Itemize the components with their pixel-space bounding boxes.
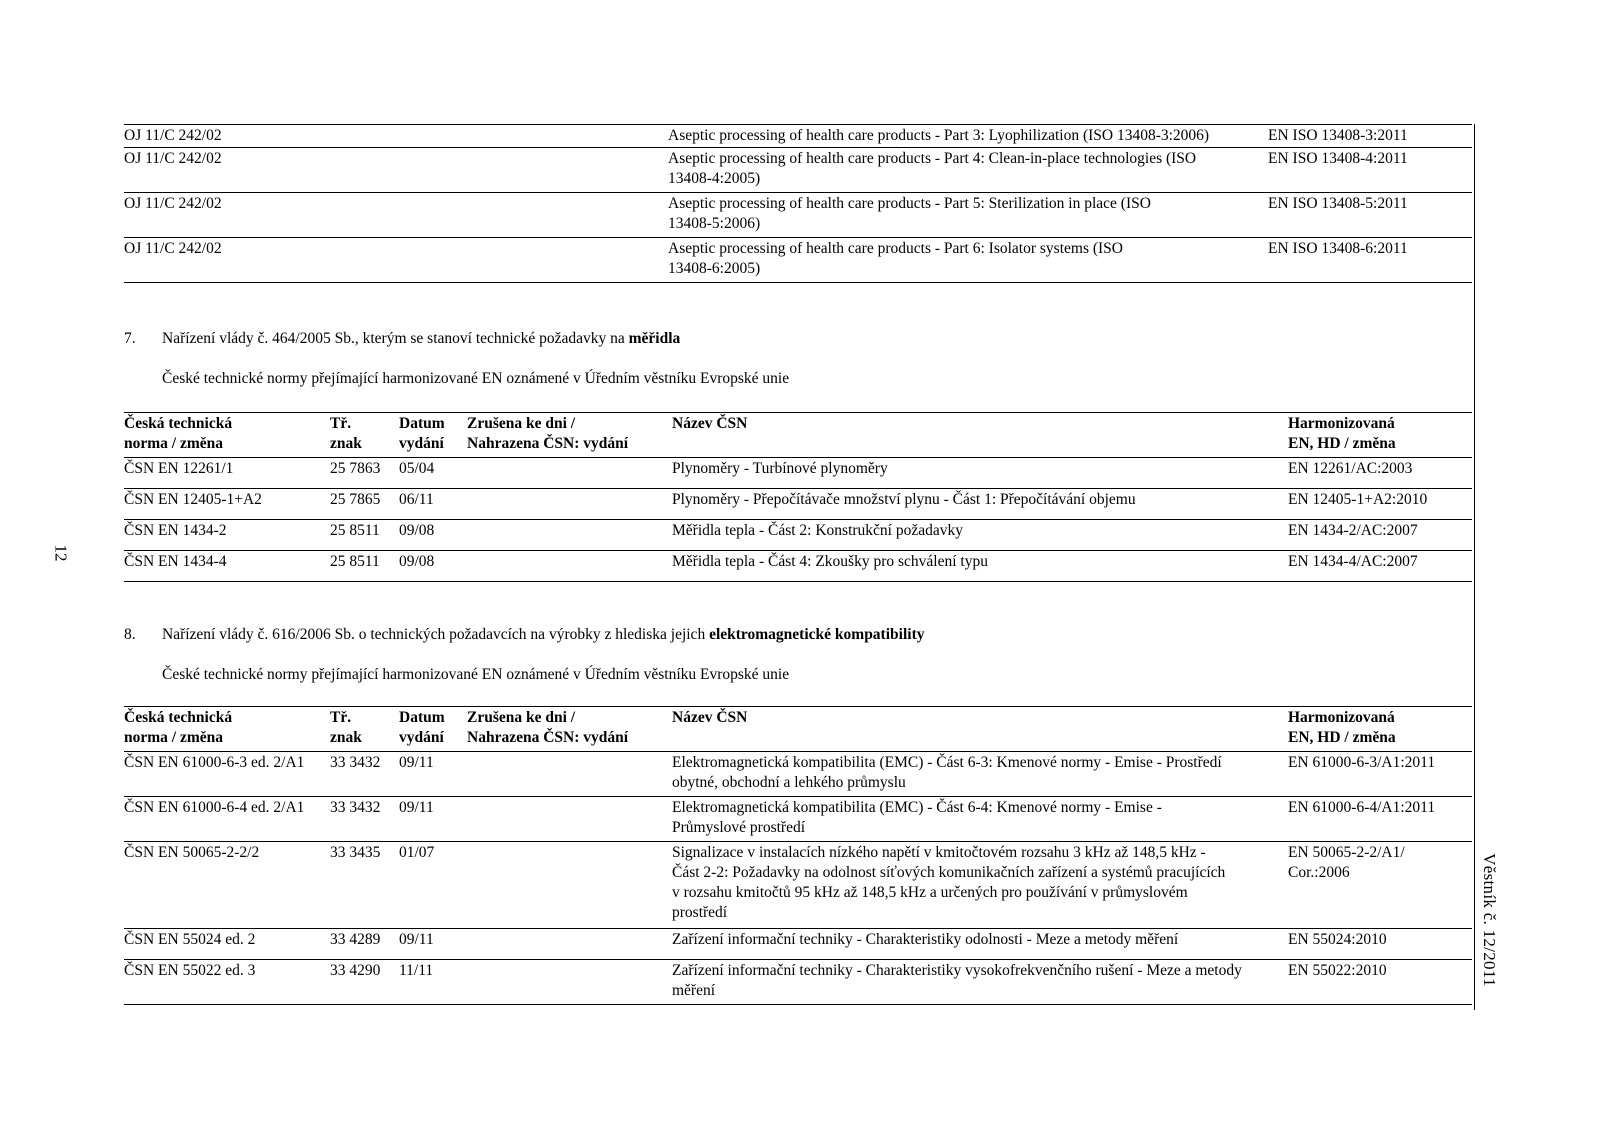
class-code: 25 7865 xyxy=(330,491,381,508)
csn-name: Měřidla tepla - Část 4: Zkoušky pro schválení typu xyxy=(672,553,988,570)
csn-code: ČSN EN 12405-1+A2 xyxy=(124,491,262,508)
withdrawn xyxy=(467,960,672,1005)
section-heading-text: Nařízení vlády č. 464/2005 Sb., kterým se stanoví technické požadavky na xyxy=(162,330,625,347)
harmonized-en: EN 55024:2010 xyxy=(1288,931,1387,948)
class-code: 33 3432 xyxy=(330,754,381,771)
withdrawn xyxy=(467,752,672,797)
harmonized-en: EN 12405-1+A2:2010 xyxy=(1288,491,1428,508)
harmonized-en: EN 1434-2/AC:2007 xyxy=(1288,522,1418,539)
csn-name: Zařízení informační techniky - Charakteristiky odolnosti - Meze a metody měření xyxy=(672,931,1179,948)
page-number: 12 xyxy=(51,544,71,562)
table-row xyxy=(124,148,1472,193)
issue-date: 05/04 xyxy=(399,460,435,477)
header-csn: Česká technická norma / změna xyxy=(124,415,233,452)
header-date: Datum vydání xyxy=(399,415,445,452)
section-8-heading xyxy=(124,625,924,645)
table-row xyxy=(124,842,1472,929)
table-row xyxy=(124,489,1472,520)
issue-date: 09/08 xyxy=(399,553,435,570)
csn-name: Elektromagnetická kompatibilita (EMC) - Část 6-4: Kmenové normy - Emise - Průmyslové prostředí xyxy=(672,799,1162,836)
en-reference: EN ISO 13408-4:2011 xyxy=(1268,150,1408,167)
harmonized-en: EN 50065-2-2/A1/ Cor.:2006 xyxy=(1288,844,1405,881)
class-code: 25 7863 xyxy=(330,460,381,477)
table-row xyxy=(124,551,1472,582)
harmonized-en: EN 61000-6-4/A1:2011 xyxy=(1288,799,1436,816)
class-code: 33 4289 xyxy=(330,931,381,948)
csn-name: Plynoměry - Turbínové plynoměry xyxy=(672,460,888,477)
csn-name: Plynoměry - Přepočítávače množství plynu - Část 1: Přepočítávání objemu xyxy=(672,491,1136,508)
oj-reference: OJ 11/C 242/02 xyxy=(124,195,222,212)
harmonized-en: EN 1434-4/AC:2007 xyxy=(1288,553,1418,570)
section-7-heading xyxy=(124,329,680,349)
header-name: Název ČSN xyxy=(672,709,748,726)
header-withdrawn: Zrušena ke dni / Nahrazena ČSN: vydání xyxy=(467,709,629,746)
issue-date: 09/08 xyxy=(399,522,435,539)
section-heading-bold: měřidla xyxy=(628,330,681,347)
en-reference: EN ISO 13408-5:2011 xyxy=(1268,195,1408,212)
issue-date: 11/11 xyxy=(399,962,434,979)
section-heading-bold: elektromagnetické kompatibility xyxy=(709,626,925,643)
table-row xyxy=(124,193,1472,238)
issue-date: 01/07 xyxy=(399,844,435,861)
table-header-row xyxy=(124,707,1472,752)
withdrawn xyxy=(467,797,672,842)
class-code: 33 3432 xyxy=(330,799,381,816)
oj-reference: OJ 11/C 242/02 xyxy=(124,127,222,144)
withdrawn xyxy=(467,458,672,489)
header-class: Tř. znak xyxy=(330,415,362,452)
header-date: Datum vydání xyxy=(399,709,445,746)
oj-reference: OJ 11/C 242/02 xyxy=(124,240,222,257)
table-row xyxy=(124,238,1472,283)
withdrawn xyxy=(467,520,672,551)
withdrawn xyxy=(467,489,672,520)
section-8-subheading: České technické normy přejímající harmonizované EN oznámené v Úředním věstníku Evropské unie xyxy=(162,666,790,683)
issue-date: 09/11 xyxy=(399,931,434,948)
harmonized-en: EN 61000-6-3/A1:2011 xyxy=(1288,754,1436,771)
header-harmonized: Harmonizovaná EN, HD / změna xyxy=(1288,709,1396,746)
withdrawn xyxy=(467,929,672,960)
table-row xyxy=(124,520,1472,551)
side-rule xyxy=(1474,124,1475,1010)
issue-date: 09/11 xyxy=(399,799,434,816)
issue-date: 09/11 xyxy=(399,754,434,771)
csn-code: ČSN EN 55022 ed. 3 xyxy=(124,962,256,979)
csn-name: Měřidla tepla - Část 2: Konstrukční požadavky xyxy=(672,522,963,539)
header-withdrawn: Zrušena ke dni / Nahrazena ČSN: vydání xyxy=(467,415,629,452)
csn-code: ČSN EN 12261/1 xyxy=(124,460,234,477)
standard-title: Aseptic processing of health care products - Part 3: Lyophilization (ISO 13408-3:2006) xyxy=(668,127,1210,144)
journal-issue-title: Věstník č. 12/2011 xyxy=(1480,853,1499,987)
table-row xyxy=(124,929,1472,960)
section-7-table xyxy=(124,412,1472,582)
csn-name: Zařízení informační techniky - Charakteristiky vysokofrekvenčního rušení - Meze a metody měření xyxy=(672,962,1242,999)
class-code: 33 4290 xyxy=(330,962,381,979)
table-row xyxy=(124,960,1472,1005)
csn-code: ČSN EN 50065-2-2/2 xyxy=(124,844,260,861)
standard-title: Aseptic processing of health care products - Part 4: Clean-in-place technologies (ISO 13408-4:2005) xyxy=(668,150,1197,187)
header-csn: Česká technická norma / změna xyxy=(124,709,233,746)
table-row xyxy=(124,797,1472,842)
csn-code: ČSN EN 61000-6-3 ed. 2/A1 xyxy=(124,754,305,771)
standard-title: Aseptic processing of health care products - Part 5: Sterilization in place (ISO 13408-5:2006) xyxy=(668,195,1151,232)
oj-standards-table xyxy=(124,124,1472,283)
header-harmonized: Harmonizovaná EN, HD / změna xyxy=(1288,415,1396,452)
csn-name: Elektromagnetická kompatibilita (EMC) - Část 6-3: Kmenové normy - Emise - Prostředí obytné, obchodní a lehkého průmyslu xyxy=(672,754,1222,791)
oj-reference: OJ 11/C 242/02 xyxy=(124,150,222,167)
csn-code: ČSN EN 1434-4 xyxy=(124,553,227,570)
en-reference: EN ISO 13408-6:2011 xyxy=(1268,240,1408,257)
section-8-table xyxy=(124,706,1472,1005)
table-header-row xyxy=(124,413,1472,458)
csn-code: ČSN EN 61000-6-4 ed. 2/A1 xyxy=(124,799,305,816)
en-reference: EN ISO 13408-3:2011 xyxy=(1268,127,1408,144)
harmonized-en: EN 12261/AC:2003 xyxy=(1288,460,1413,477)
withdrawn xyxy=(467,551,672,582)
table-row xyxy=(124,752,1472,797)
csn-code: ČSN EN 1434-2 xyxy=(124,522,227,539)
harmonized-en: EN 55022:2010 xyxy=(1288,962,1387,979)
header-name: Název ČSN xyxy=(672,415,748,432)
section-7-subheading: České technické normy přejímající harmonizované EN oznámené v Úředním věstníku Evropské unie xyxy=(162,370,790,387)
standard-title: Aseptic processing of health care products - Part 6: Isolator systems (ISO 13408-6:2005) xyxy=(668,240,1123,277)
section-number: 7. xyxy=(124,330,136,347)
csn-code: ČSN EN 55024 ed. 2 xyxy=(124,931,256,948)
withdrawn xyxy=(467,842,672,929)
class-code: 25 8511 xyxy=(330,553,380,570)
csn-name: Signalizace v instalacích nízkého napětí v kmitočtovém rozsahu 3 kHz až 148,5 kHz - Část 2-2: Požadavky na odolnost síťových komunikačních zařízení a systémů pracujících v rozsahu kmitočtů 95 kHz až 148,5 kHz a určených pro používání v průmyslovém prostředí xyxy=(672,844,1226,921)
issue-date: 06/11 xyxy=(399,491,434,508)
class-code: 33 3435 xyxy=(330,844,381,861)
class-code: 25 8511 xyxy=(330,522,380,539)
table-row xyxy=(124,125,1472,148)
header-class: Tř. znak xyxy=(330,709,362,746)
table-row xyxy=(124,458,1472,489)
section-heading-text: Nařízení vlády č. 616/2006 Sb. o technických požadavcích na výrobky z hlediska jejich xyxy=(162,626,706,643)
section-number: 8. xyxy=(124,626,136,643)
